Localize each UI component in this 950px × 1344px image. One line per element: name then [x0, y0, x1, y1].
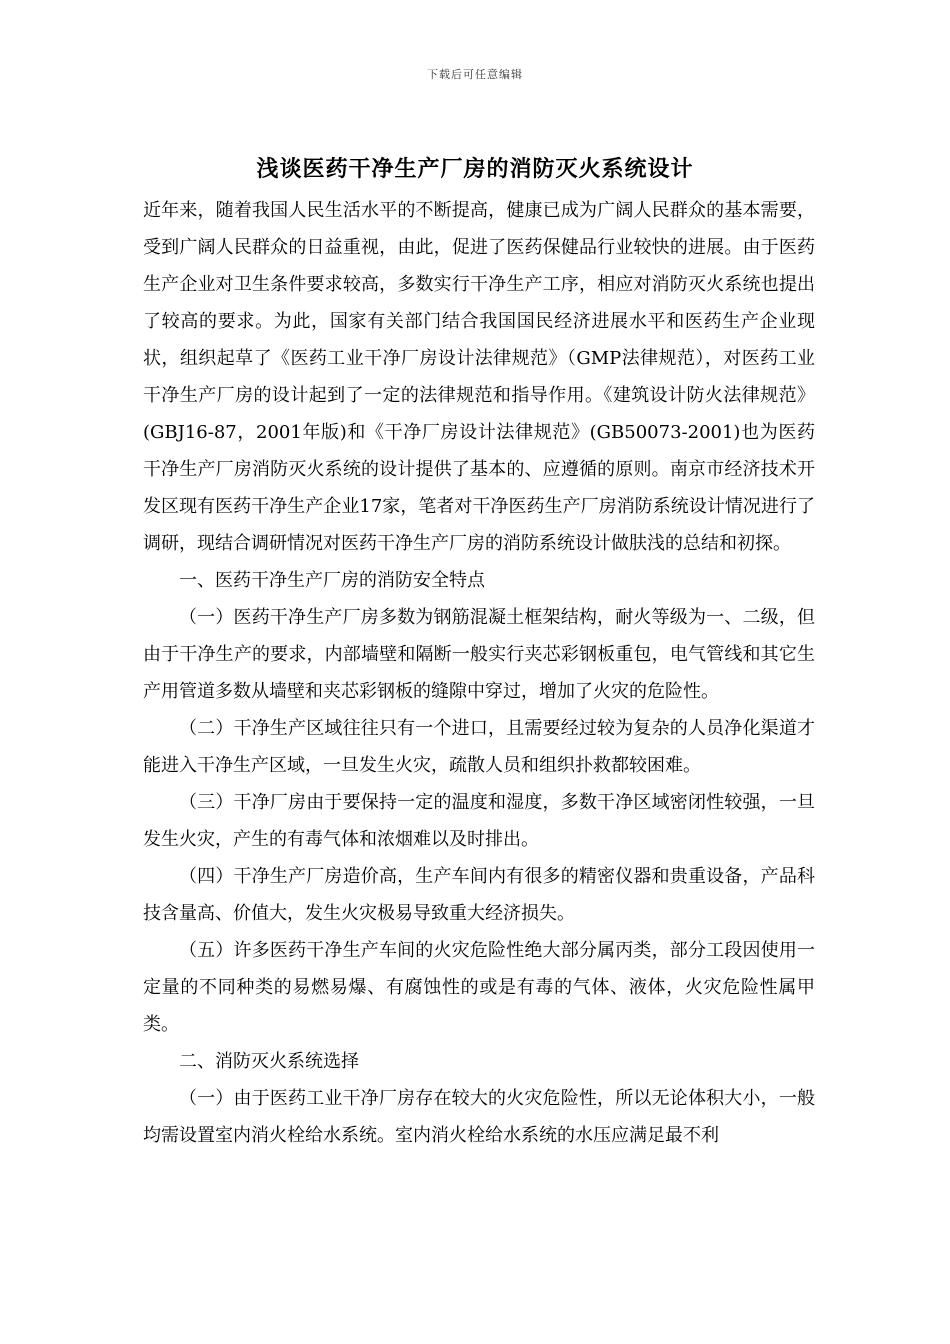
- paragraph-point-3: （三）干净厂房由于要保持一定的温度和湿度，多数干净区域密闭性较强，一旦发生火灾，产生的有毒气体和浓烟难以及时排出。: [143, 792, 815, 850]
- paragraph-point-5: （五）许多医药干净生产车间的火灾危险性绝大部分属丙类，部分工段因使用一定量的不同种类的易燃易爆、有腐蚀性的或是有毒的气体、液体，火灾危险性属甲类。: [143, 940, 815, 1035]
- section-heading-2: 二、消防灭火系统选择: [179, 1051, 359, 1072]
- header-note: 下载后可任意编辑: [427, 68, 523, 81]
- paragraph-system-1: （一）由于医药工业干净厂房存在较大的火灾危险性，所以无论体积大小，一般均需设置室内消火栓给水系统。室内消火栓给水系统的水压应满足最不利: [143, 1088, 815, 1146]
- document-title: 浅谈医药干净生产厂房的消防灭火系统设计: [256, 157, 694, 182]
- document-body: [143, 192, 815, 1154]
- paragraph-point-1: （一）医药干净生产厂房多数为钢筋混凝土框架结构，耐火等级为一、二级，但由于干净生产的要求，内部墙壁和隔断一般实行夹芯彩钢板重包，电气管线和其它生产用管道多数从墙壁和夹芯彩钢板的缝隙中穿过，增加了火灾的危险性。: [143, 607, 815, 702]
- paragraph-point-4: （四）干净生产厂房造价高，生产车间内有很多的精密仪器和贵重设备，产品科技含量高、价值大，发生火灾极易导致重大经济损失。: [143, 866, 815, 924]
- paragraph-point-2: （二）干净生产区域往往只有一个进口，且需要经过较为复杂的人员净化渠道才能进入干净生产区域，一旦发生火灾，疏散人员和组织扑救都较困难。: [143, 718, 815, 776]
- paragraph-intro: 近年来，随着我国人民生活水平的不断提高，健康已成为广阔人民群众的基本需要，受到广阔人民群众的日益重视，由此，促进了医药保健品行业较快的进展。由于医药生产企业对卫生条件要求较高，多数实行干净生产工序，相应对消防灭火系统也提出了较高的要求。为此，国家有关部门结合我国国民经济进展水平和医药生产企业现状，组织起草了《医药工业干净厂房设计法律规范》（GMP法律规范），对医药工业干净生产厂房的设计起到了一定的法律规范和指导作用。《建筑设计防火法律规范》(GBJ16-87，2001年版)和《干净厂房设计法律规范》(GB50073-2001)也为医药干净生产厂房消防灭火系统的设计提供了基本的、应遵循的原则。南京市经济技术开发区现有医药干净生产企业17家，笔者对干净医药生产厂房消防系统设计情况进行了调研，现结合调研情况对医药干净生产厂房的消防系统设计做肤浅的总结和初探。: [143, 200, 815, 554]
- section-heading-1: 一、医药干净生产厂房的消防安全特点: [179, 570, 485, 591]
